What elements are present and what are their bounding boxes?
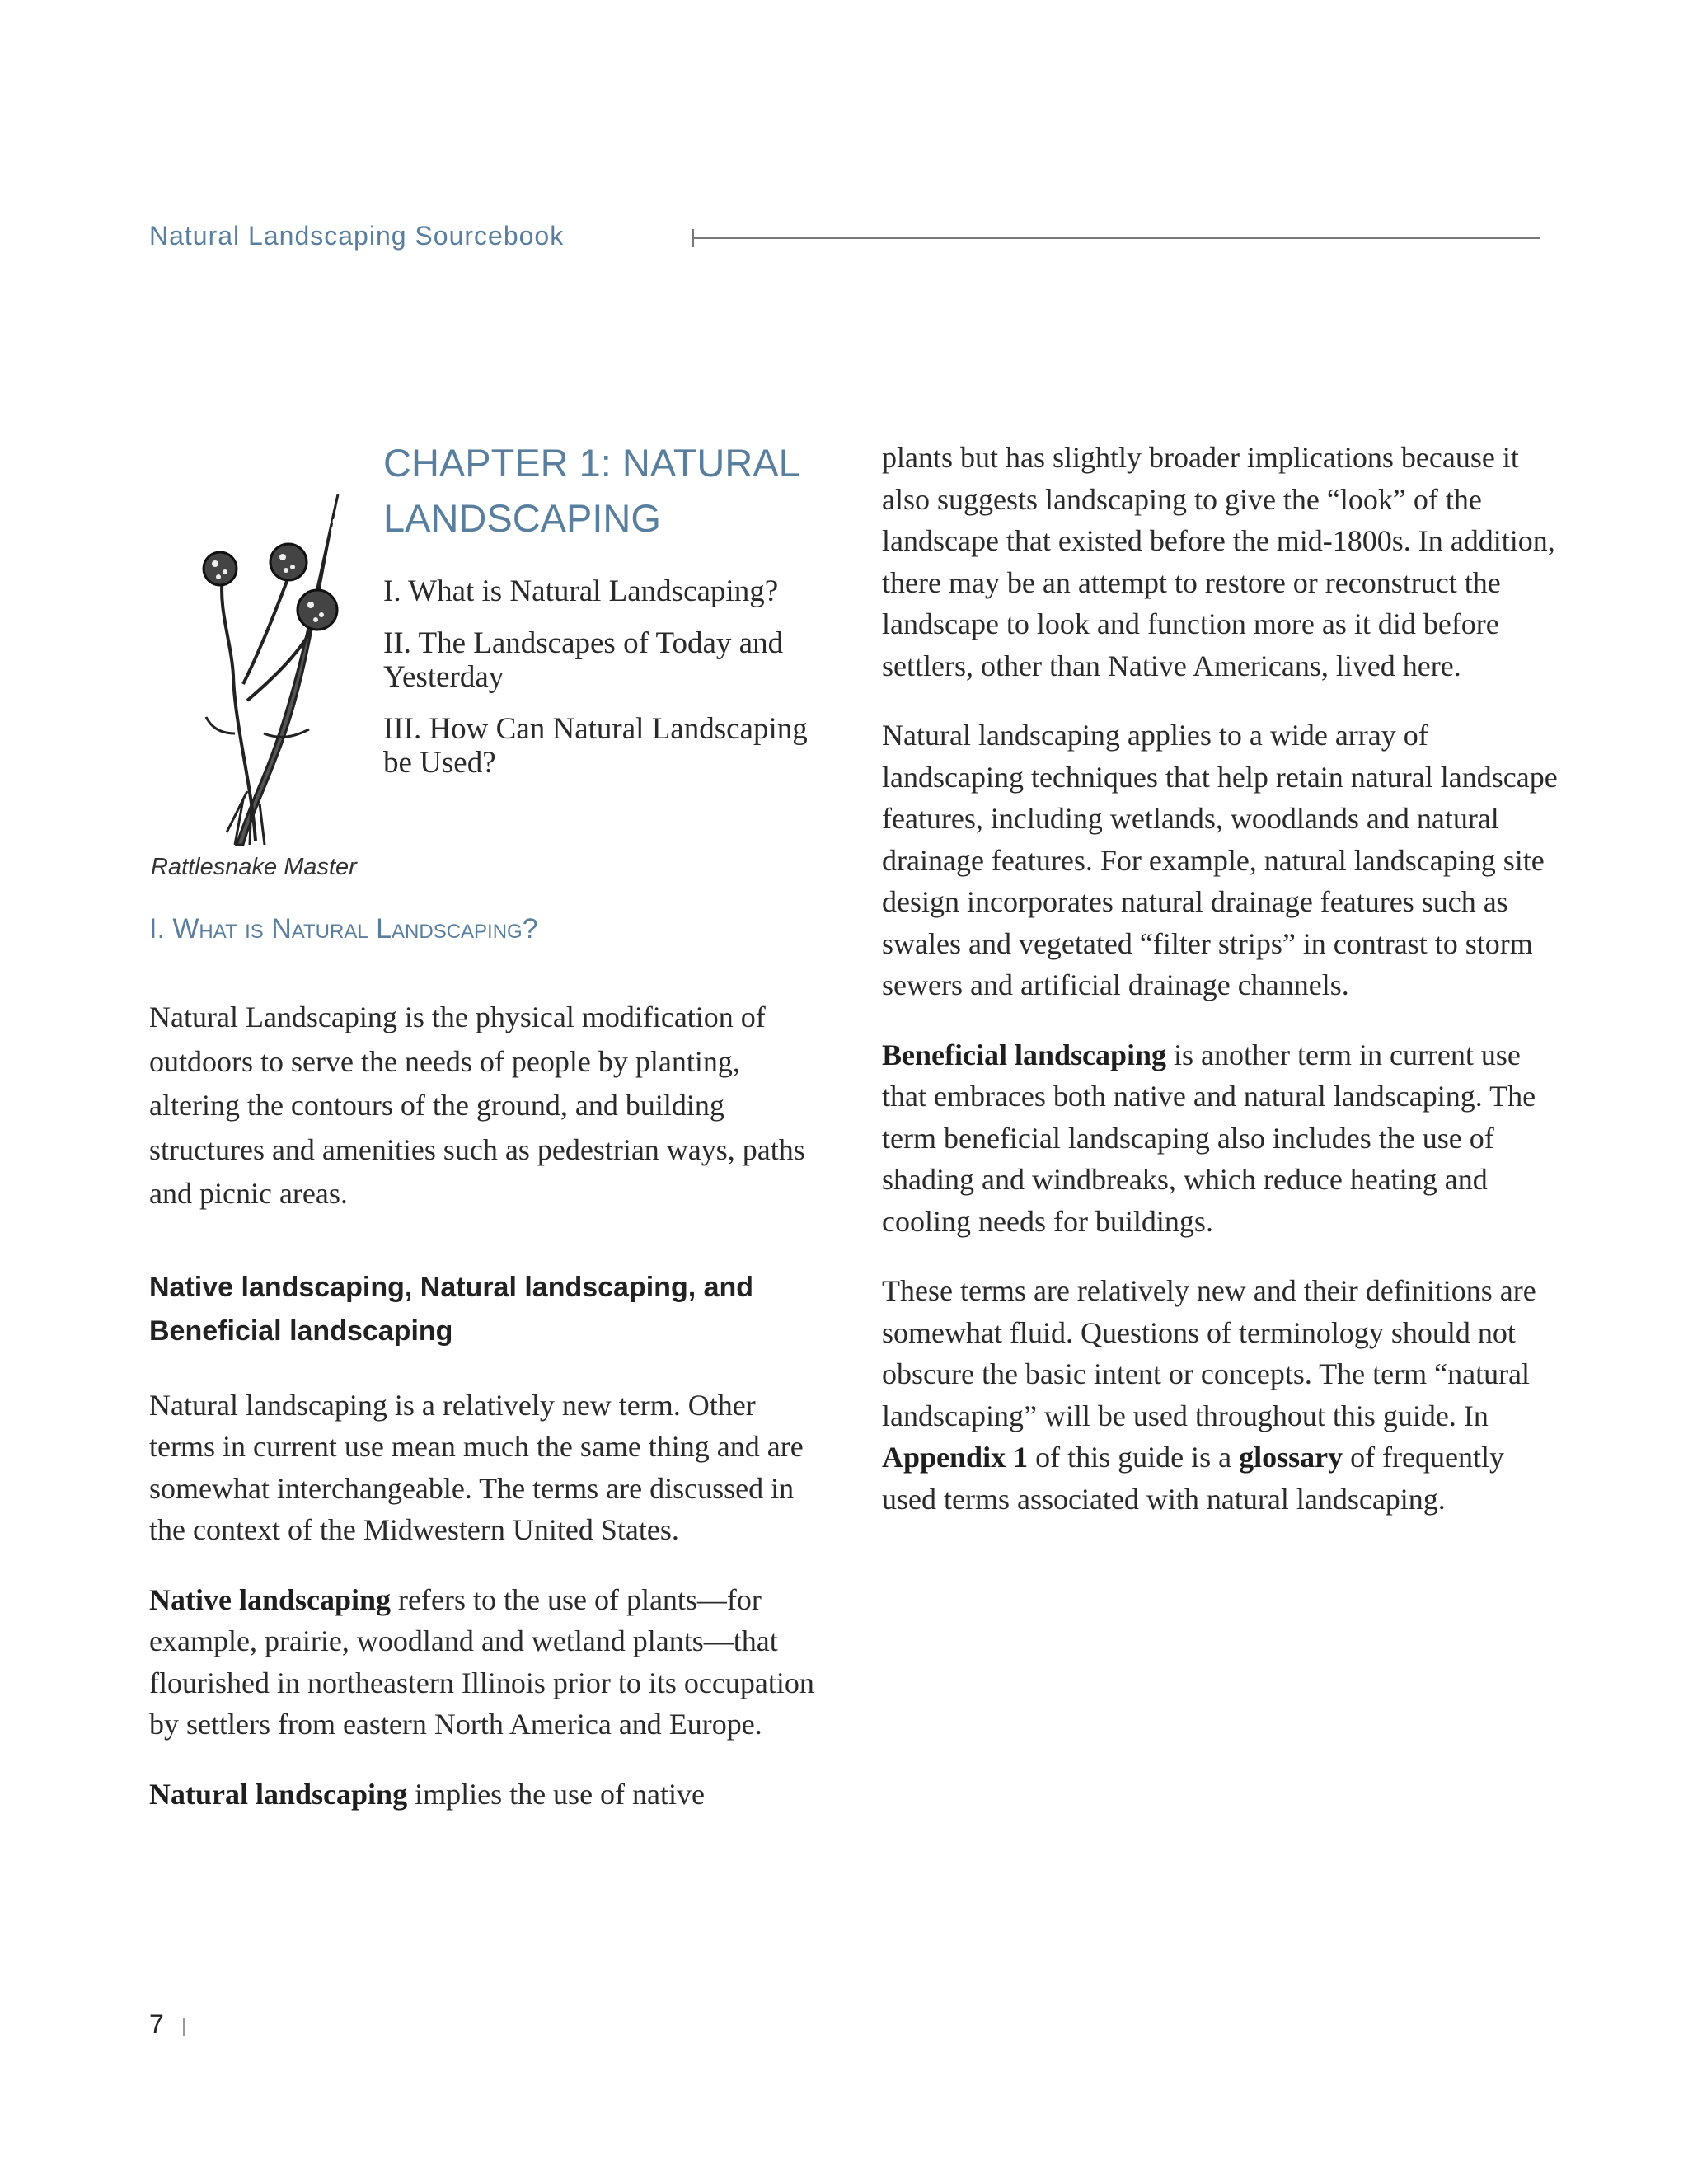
figure-caption: Rattlesnake Master [151,854,357,880]
chapter-toc [383,574,812,798]
paragraph-text: of this guide is a [1028,1441,1240,1474]
paragraph [882,1270,1558,1520]
term-native-landscaping: Native landscaping [149,1582,392,1616]
paragraph-text: implies the use of native [407,1777,705,1811]
rattlesnake-master-illustration [185,486,359,849]
glossary-reference: glossary [1239,1441,1343,1474]
toc-item: II. The Landscapes of Today and Yesterday [383,626,784,694]
paragraph-text: of frequently used terms associated with natural landscaping. [882,1441,1504,1516]
paragraph: Natural landscaping applies to a wide array of landscaping techniques that help retain natural landscape features, including wetlands, woodlands and natural drainage features. For example, natural landscaping site design incorporates natural drainage features such as swales and vegetated “filter strips” in contrast to storm sewers and artificial drainage channels. [882,719,1558,1001]
right-column [882,437,1558,1548]
paragraph-text: refers to the use of plants—for example, prairie, woodland and wetland plants—that flourished in northeastern Illinois prior to its occupation by settlers from eastern North America and Europe. [149,1582,814,1741]
term-natural-landscaping: Natural landscaping [149,1777,408,1811]
paragraph [882,1034,1558,1243]
intro-paragraph: Natural Landscaping is the physical modification of outdoors to serve the needs of people by planting, altering the contours of the ground, and building structures and amenities such as pedestrian ways, paths and picnic areas. [149,1001,805,1210]
running-header-title: Natural Landscaping Sourcebook [149,221,565,251]
page-number: 7 [149,2009,164,2039]
subheading: Native landscaping, Natural landscaping, and Beneficial landscaping [149,1271,754,1347]
header-rule [692,237,1540,239]
paragraph-text: These terms are relatively new and their definitions are somewhat fluid. Questions of terminology should not obscure the basic intent or concepts. The term “natural landscaping” will be used throughout this guide. In [882,1274,1536,1432]
chapter-title: CHAPTER 1: NATURAL LANDSCAPING [383,441,799,540]
paragraph: plants but has slightly broader implications because it also suggests landscaping to give the “look” of the landscape that existed before the mid-1800s. In addition, there may be an attempt to restore or reconstruct the landscape to look and function more as it did before settlers, other than Native Americans, lived here. [882,441,1555,682]
toc-item: I. What is Natural Landscaping? [383,574,779,608]
page-number-separator [183,2018,185,2036]
term-beneficial-landscaping: Beneficial landscaping [882,1038,1167,1071]
paragraph-text: is another term in current use that embraces both native and natural landscaping. The term beneficial landscaping also includes the use of shading and windbreaks, which reduce heating and cooling needs for buildings. [882,1038,1536,1238]
appendix-reference: Appendix 1 [882,1441,1029,1474]
paragraph [149,1774,817,1816]
toc-item: III. How Can Natural Landscaping be Used? [383,712,808,780]
paragraph [149,1579,817,1746]
paragraph: Natural landscaping is a relatively new term. Other terms in current use mean much the same thing and are somewhat interchangeable. The terms are discussed in the context of the Midwestern United States. [149,1388,804,1546]
left-column [149,996,817,1843]
section-heading: I. What is Natural Landscaping? [149,913,538,944]
